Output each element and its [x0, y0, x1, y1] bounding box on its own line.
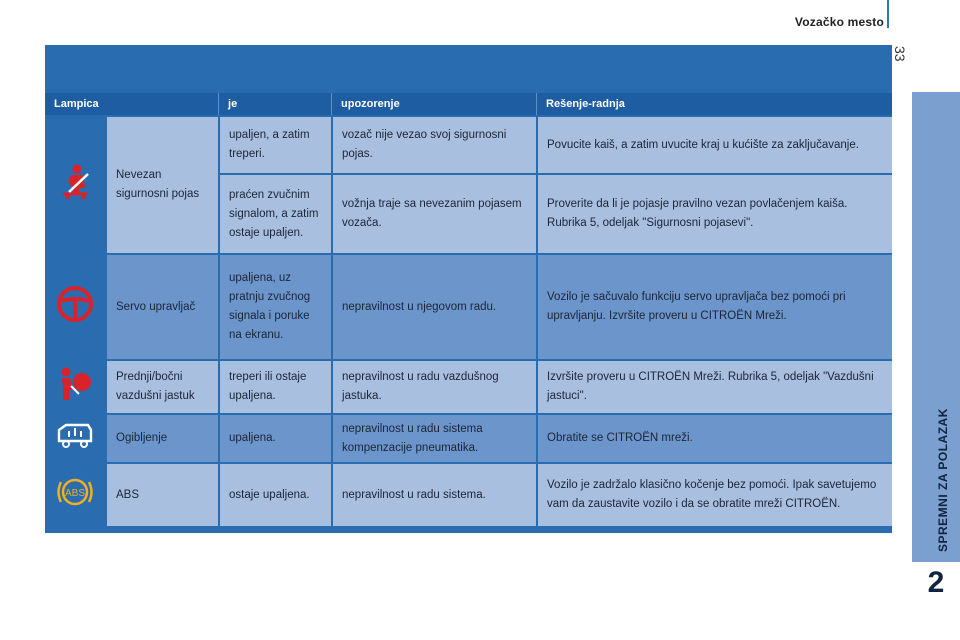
chapter-side-tab-label: SPREMNI ZA POLAZAK: [936, 408, 950, 552]
light-action: Izvršite proveru u CITROËN Mreži. Rubrika 5, odeljak "Vazdušni jastuci".: [536, 361, 892, 413]
seatbelt-icon: [55, 162, 95, 202]
light-state: upaljen, a zatim treperi.: [218, 117, 331, 173]
light-name: Ogibljenje: [105, 415, 218, 462]
column-header-upozorenje: upozorenje: [331, 93, 536, 115]
light-cause: nepravilnost u radu sistema kompenzacije pneumatika.: [331, 415, 536, 462]
warning-lights-table: [45, 91, 892, 528]
light-name: Nevezan sigurnosni pojas: [105, 117, 218, 253]
light-name: ABS: [105, 464, 218, 526]
chapter-number: 2: [927, 566, 945, 599]
light-name: Prednji/bočni vazdušni jastuk: [105, 361, 218, 413]
abs-icon-text: ABS: [64, 487, 86, 499]
header-rule: [887, 0, 889, 28]
light-name: Servo upravljač: [105, 255, 218, 359]
light-state: ostaje upaljena.: [218, 464, 331, 526]
light-cause: vožnja traje sa nevezanim pojasem vozača.: [331, 175, 536, 253]
column-header-resenje: Rešenje-radnja: [536, 93, 892, 115]
panel-title-band: [45, 45, 892, 90]
suspension-icon: [55, 415, 95, 455]
seatbelt-icon-cell: [45, 117, 105, 253]
page-number: 33: [892, 46, 908, 62]
table-row: [45, 361, 892, 413]
light-action: Vozilo je sačuvalo funkciju servo upravljača bez pomoći pri upravljanju. Izvršite proveru u CITROËN Mreži.: [536, 255, 892, 359]
airbag-icon-cell: [45, 361, 105, 413]
steering-wheel-icon-cell: [45, 255, 105, 359]
page-header-title: Vozačko mesto: [794, 15, 884, 29]
table-row: [45, 117, 892, 173]
table-row: [45, 255, 892, 359]
light-cause: nepravilnost u njegovom radu.: [331, 255, 536, 359]
light-action: Povucite kaiš, a zatim uvucite kraj u kućište za zaključavanje.: [536, 117, 892, 173]
table-header-row: [45, 93, 892, 115]
table-row: [45, 415, 892, 462]
column-header-lampica: Lampica: [45, 93, 218, 115]
light-action: Obratite se CITROËN mreži.: [536, 415, 892, 462]
light-state: upaljena.: [218, 415, 331, 462]
column-header-je: je: [218, 93, 331, 115]
suspension-icon-cell: [45, 415, 105, 462]
light-state: praćen zvučnim signalom, a zatim ostaje upaljen.: [218, 175, 331, 253]
light-state: treperi ili ostaje upaljena.: [218, 361, 331, 413]
steering-wheel-icon: [55, 284, 95, 324]
light-cause: nepravilnost u radu vazdušnog jastuka.: [331, 361, 536, 413]
warning-lights-panel: [45, 45, 892, 533]
light-action: Vozilo je zadržalo klasično kočenje bez pomoći. Ipak savetujemo vam da zaustavite vozilo i da se obratite mreži CITROËN.: [536, 464, 892, 526]
light-state: upaljena, uz pratnju zvučnog signala i poruke na ekranu.: [218, 255, 331, 359]
abs-icon: [55, 472, 95, 512]
light-cause: vozač nije vezao svoj sigurnosni pojas.: [331, 117, 536, 173]
table-row: [45, 464, 892, 526]
abs-icon-cell: [45, 464, 105, 526]
light-cause: nepravilnost u radu sistema.: [331, 464, 536, 526]
light-action: Proverite da li je pojasje pravilno vezan povlačenjem kaiša. Rubrika 5, odeljak "Sigurnosni pojasevi".: [536, 175, 892, 253]
airbag-icon: [55, 364, 95, 404]
